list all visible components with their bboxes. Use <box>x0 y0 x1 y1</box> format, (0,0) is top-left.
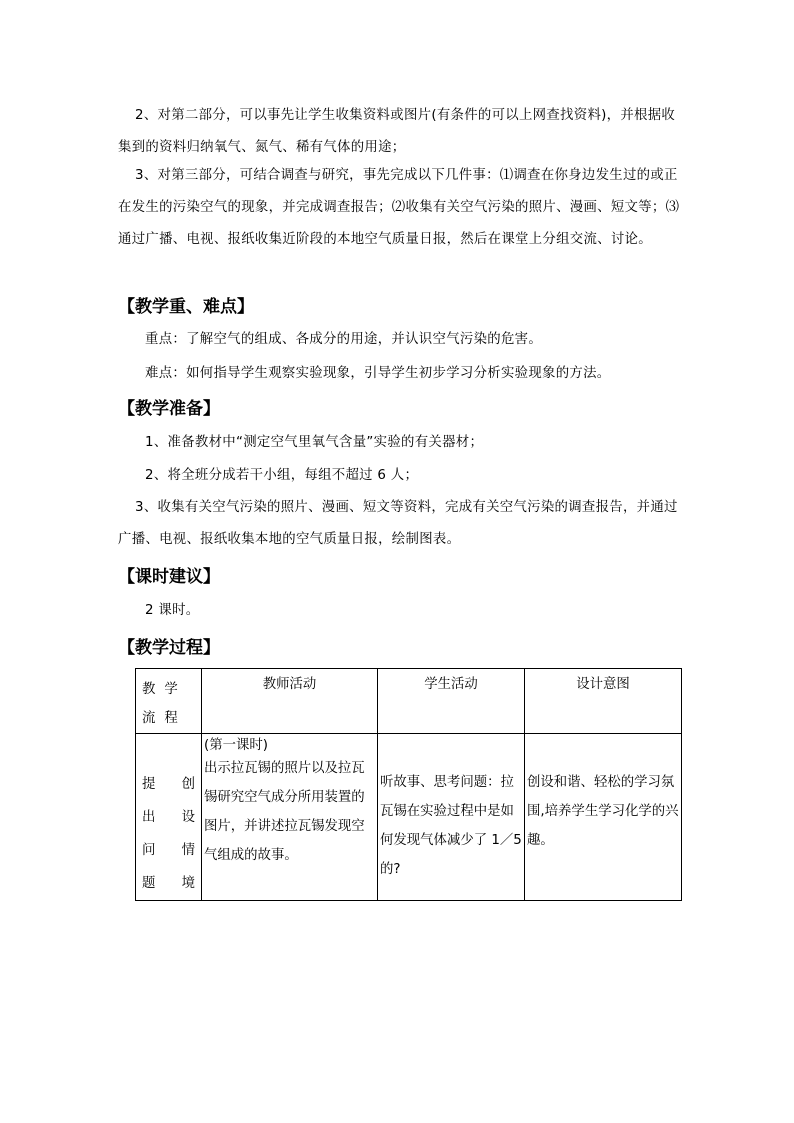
heading-key-points: 【教学重、难点】 <box>118 297 254 317</box>
heading-schedule: 【课时建议】 <box>118 567 220 587</box>
cell-intent <box>525 734 682 901</box>
paragraph-part3: 3、对第三部分，可结合调查与研究，事先完成以下几件事：⑴调查在你身边发生过的或正在发生的污染空气的现象，并完成调查报告；⑵收集有关空气污染的照片、漫画、短文等；⑶通过广播、电视、报纸收集近阶段的本地空气质量日报，然后在课堂上分组交流、讨论。 <box>118 168 680 247</box>
header-intent <box>525 669 682 734</box>
header-student-label: 学生活动 <box>424 677 478 692</box>
preparation-item-1: 1、准备教材中“测定空气里氧气含量”实验的有关器材； <box>145 435 484 450</box>
header-teacher-label: 教师活动 <box>262 677 317 692</box>
table-header-row <box>136 669 682 734</box>
paragraph-part2: 2、对第二部分，可以事先让学生收集资料或图片(有条件的可以上网查找资料)，并根据收集到的资料归纳氧气、氮气、稀有气体的用途； <box>118 108 676 155</box>
cell-teacher <box>202 734 378 901</box>
cell-student <box>378 734 525 901</box>
table-row <box>136 734 682 901</box>
cell-flow: 提 创 出 设 问 情 题 境 <box>136 734 202 901</box>
heading-preparation: 【教学准备】 <box>118 399 220 419</box>
header-teacher <box>202 669 378 734</box>
header-flow <box>136 669 202 734</box>
student-activity: 听故事、思考问题：拉瓦锡在实验过程中是如何发现气体减少了 1／5 的? <box>380 775 522 877</box>
header-student <box>378 669 525 734</box>
header-flow-label: 教学流程 <box>142 682 187 726</box>
schedule-text: 2 课时。 <box>145 603 200 618</box>
focus-text: 重点：了解空气的组成、各成分的用途，并认识空气污染的危害。 <box>145 332 543 347</box>
header-intent-label: 设计意图 <box>576 677 630 692</box>
preparation-item-2: 2、将全班分成若干小组，每组不超过 6 人； <box>145 468 419 483</box>
design-intent: 创设和谐、轻松的学习氛围,培养学生学习化学的兴趣。 <box>527 775 679 848</box>
process-table <box>135 668 682 901</box>
teacher-activity: 出示拉瓦锡的照片以及拉瓦锡研究空气成分所用装置的图片，并讲述拉瓦锡发现空气组成的故事。 <box>204 761 365 863</box>
heading-process: 【教学过程】 <box>118 638 220 658</box>
preparation-item-3: 3、收集有关空气污染的照片、漫画、短文等资料，完成有关空气污染的调查报告，并通过广播、电视、报纸收集本地的空气质量日报，绘制图表。 <box>118 500 678 547</box>
session-label: (第一课时) <box>204 738 269 753</box>
difficulty-text: 难点：如何指导学生观察实验现象，引导学生初步学习分析实验现象的方法。 <box>145 366 611 381</box>
